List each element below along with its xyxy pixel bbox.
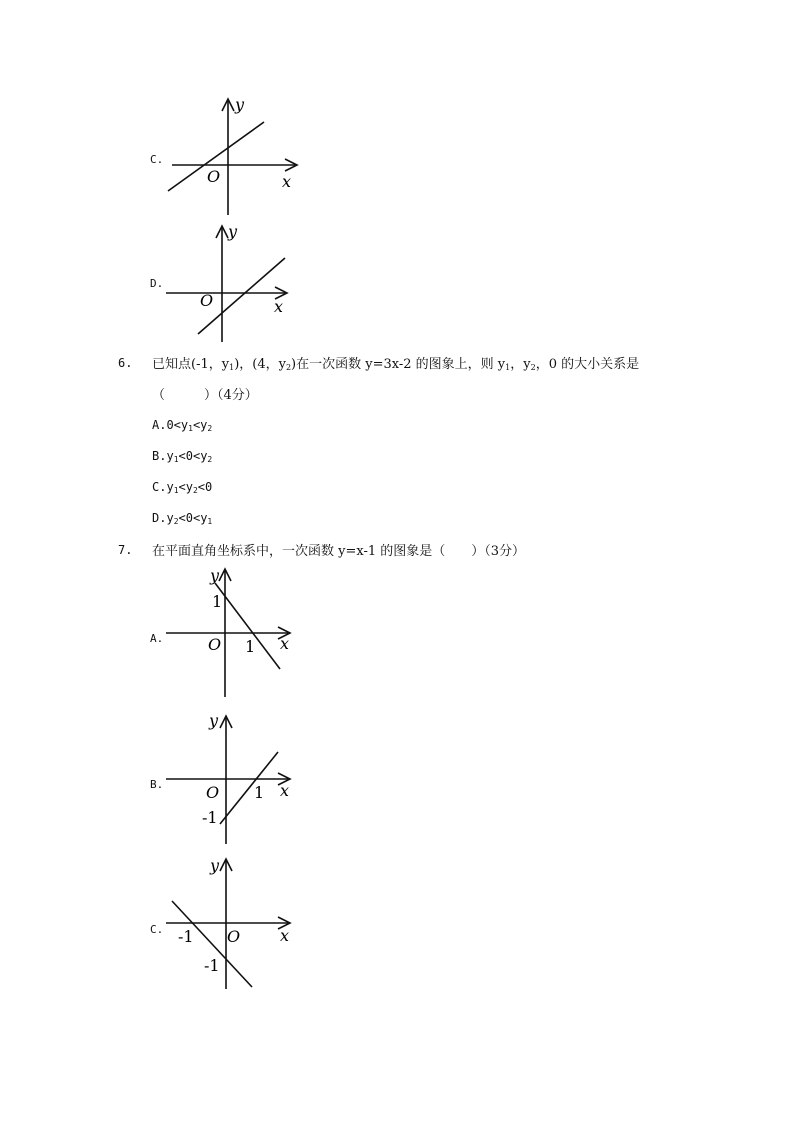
x-tick-label: 1 <box>245 637 256 656</box>
x-axis-label: x <box>280 634 290 653</box>
y-tick-label: -1 <box>202 808 218 827</box>
y-axis-label: y <box>210 856 220 875</box>
q7-number: 7. <box>118 543 133 557</box>
y-axis-label: y <box>228 222 238 241</box>
q6-option-b[interactable]: $B.y_1<0<y_2$ <box>152 449 213 464</box>
y-tick-label: -1 <box>204 956 220 975</box>
origin-label: O <box>207 167 221 186</box>
q7-option-b-label: B. <box>150 778 164 791</box>
y-axis-label: y <box>235 95 245 114</box>
q7-stem: 在平面直角坐标系中，一次函数 y=x-1 的图象是（ ）（3分） <box>152 544 526 559</box>
q6-stem-line2: （ ）（4分） <box>152 388 258 403</box>
q5-option-c-label: C. <box>150 153 164 166</box>
x-tick-label: 1 <box>254 783 265 802</box>
q6-number: 6. <box>118 356 133 370</box>
y-axis-label: y <box>209 711 219 730</box>
origin-label: O <box>208 635 222 654</box>
y-tick-label: 1 <box>212 592 223 611</box>
y-axis-label: y <box>210 566 220 585</box>
x-tick-label: -1 <box>178 927 194 946</box>
x-axis-label: x <box>282 172 292 191</box>
q7-option-a-label: A. <box>150 632 164 645</box>
q6-stem: 已知点(-1，$y_1$)，(4，$y_2$)在一次函数 y=3x-2 的图象上，则 $y_1$，$y_2$，0 的大小关系是 <box>152 357 640 372</box>
q6-option-c[interactable]: $C.y_1<y_2<0$ <box>152 480 213 495</box>
q7-option-b-graph <box>160 710 310 845</box>
q6-option-a[interactable]: $A.0<y_1<y_2$ <box>152 418 213 433</box>
origin-label: O <box>227 927 241 946</box>
q5-option-d-graph <box>160 220 310 345</box>
q7-option-a-graph <box>160 565 310 700</box>
q7-option-c-label: C. <box>150 923 164 936</box>
origin-label: O <box>200 291 214 310</box>
q6-option-d[interactable]: $D.y_2<0<y_1$ <box>152 511 213 526</box>
q7-option-c-graph <box>160 855 310 995</box>
x-axis-label: x <box>280 781 290 800</box>
q5-option-d-label: D. <box>150 277 164 290</box>
origin-label: O <box>206 783 220 802</box>
q5-option-c-graph <box>160 95 310 220</box>
x-axis-label: x <box>274 297 284 316</box>
x-axis-label: x <box>280 926 290 945</box>
